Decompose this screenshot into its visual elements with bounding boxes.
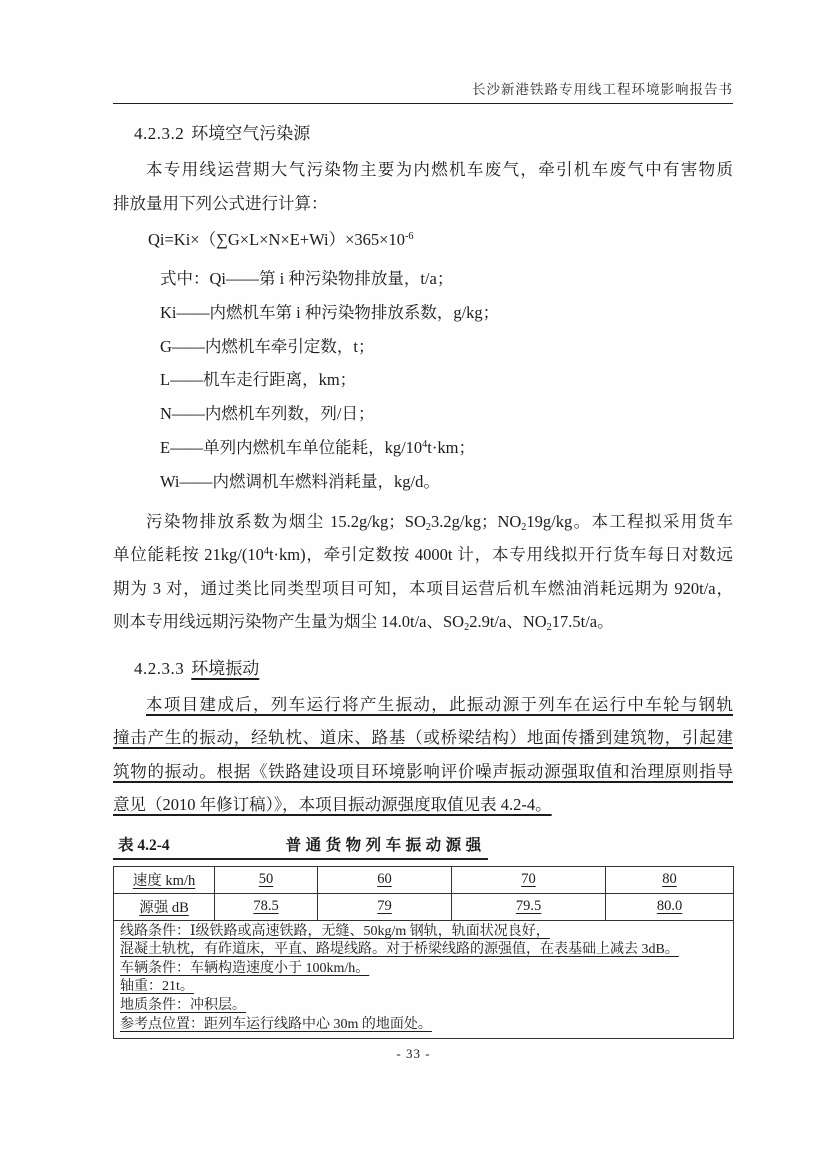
table-caption: [113, 833, 488, 860]
cell-text: 源强 dB: [139, 900, 189, 917]
paragraph-line: 则本专用线远期污染物产生量为烟尘 14.0t/a、$SO_22.9t/a$、$NO_217.5t/a$。: [113, 612, 614, 634]
note-line: [120, 960, 727, 979]
table-row-source-strength: [114, 893, 734, 920]
emission-coefficient-paragraph: [113, 505, 733, 639]
definition-line: 式中：Qi——第 i 种污染物排放量，t/a；: [160, 269, 454, 288]
paragraph-line: 筑物的振动。根据《铁路建设项目环境影响评价噪声振动源强取值和治理原则指导: [113, 761, 733, 781]
note-text: 混凝土轨枕，有砟道床，平直、路堤线路。对于桥梁线路的源强值，在表基础上减去 3dB。: [120, 942, 679, 958]
note-line: [120, 1016, 727, 1035]
emission-formula: $Qi=Ki\times(\sum G\times L\times N\times E+Wi)\times 365\times 10^{-6}$: [148, 230, 414, 249]
row-header-speed: [114, 866, 215, 893]
formula-definitions: [113, 262, 733, 499]
vibration-paragraph: [113, 688, 733, 822]
note-line: [120, 923, 727, 942]
note-text: 参考点位置：距列车运行线路中心 30m 的地面处。: [120, 1016, 432, 1032]
definition-line: Wi——内燃调机车燃料消耗量，kg/d。: [160, 471, 440, 491]
section-number: 4.2.3.3: [134, 658, 185, 678]
definition-line: N——内燃机车列数，列/日；: [160, 404, 375, 424]
table-cell: [215, 866, 318, 893]
cell-text: 50: [258, 871, 274, 888]
cell-text: 60: [377, 871, 392, 888]
cell-text: 速度 km/h: [132, 873, 196, 890]
paragraph-line: 撞击产生的振动，经轨枕、道床、路基（或桥梁结构）地面传播到建筑物，引起建: [113, 728, 733, 748]
definition-line: Ki——内燃机车第 i 种污染物排放系数，g/kg；: [160, 302, 500, 322]
paragraph-line: 污染物排放系数为烟尘 15.2g/kg；$SO_23.2g/kg$；$NO_219g/kg$。本工程拟采用货车: [146, 511, 733, 533]
note-text: 轴重：21t。: [120, 979, 194, 995]
table-cell: [215, 893, 318, 920]
table-cell: [606, 866, 734, 893]
table-cell: [452, 893, 606, 920]
cell-text: 79.5: [515, 898, 542, 915]
page-content: [113, 121, 733, 1039]
section-number: 4.2.3.2: [134, 124, 185, 143]
table-cell: [606, 893, 734, 920]
paragraph-line: 排放量用下列公式进行计算：: [113, 193, 328, 213]
definition-line: E——单列内燃机车单位能耗，$kg/10^4t\cdot km$；: [160, 437, 475, 457]
section-heading-vibration: [113, 656, 733, 682]
note-line: [120, 978, 727, 997]
cell-text: 80: [662, 871, 677, 888]
note-text: 线路条件：Ⅰ级铁路或高速铁路，无缝、50kg/m 钢轨，轨面状况良好，: [120, 923, 550, 939]
header-title: 长沙新港铁路专用线工程环境影响报告书: [472, 82, 733, 97]
note-text: 车辆条件：车辆构造速度小于 100km/h。: [120, 960, 370, 976]
note-line: [120, 941, 727, 960]
cell-text: 80.0: [656, 898, 683, 915]
paragraph-line: 单位能耗按 $21kg/(10^4t\cdot km)$，牵引定数按 4000t 计，本专用线拟开行货车每日对数远: [113, 545, 733, 565]
definition-line: L——机车走行距离，km；: [160, 370, 357, 390]
page-header: [113, 0, 733, 104]
air-intro-paragraph: [113, 153, 733, 220]
table-cell: [318, 866, 452, 893]
cell-text: 78.5: [253, 898, 279, 915]
section-heading-air: [113, 121, 733, 147]
note-line: [120, 997, 727, 1016]
cell-text: 70: [521, 871, 536, 888]
paragraph-line: 意见（2010 年修订稿）》，本项目振动源强度取值见表 4.2-4。: [113, 795, 552, 815]
paragraph-line: 本项目建成后，列车运行将产生振动，此振动源于列车在运行中车轮与钢轨: [146, 694, 733, 714]
table-title: 普通货物列车振动源强: [285, 836, 486, 854]
table-row-speed: [114, 866, 734, 893]
vibration-source-table: [113, 866, 734, 1040]
table-label: 表 4.2-4: [118, 836, 170, 854]
paragraph-line: 本专用线运营期大气污染物主要为内燃机车废气，牵引机车废气中有害物质: [146, 160, 733, 179]
table-cell: [318, 893, 452, 920]
page-number: - 33 -: [396, 1046, 431, 1061]
section-title: 环境空气污染源: [191, 124, 311, 143]
table-notes-cell: [114, 920, 734, 1039]
paragraph-line: 期为 3 对，通过类比同类型项目可知，本项目运营后机车燃油消耗远期为 920t/a，: [113, 578, 733, 598]
table-cell: [452, 866, 606, 893]
definition-line: G——内燃机车牵引定数，t；: [160, 336, 375, 356]
table-row-notes: [114, 920, 734, 1039]
row-header-source-strength: [114, 893, 215, 920]
section-title: 环境振动: [191, 658, 260, 678]
note-text: 地质条件：冲积层。: [120, 997, 246, 1013]
page-footer: [0, 1046, 827, 1062]
cell-text: 79: [377, 898, 392, 915]
